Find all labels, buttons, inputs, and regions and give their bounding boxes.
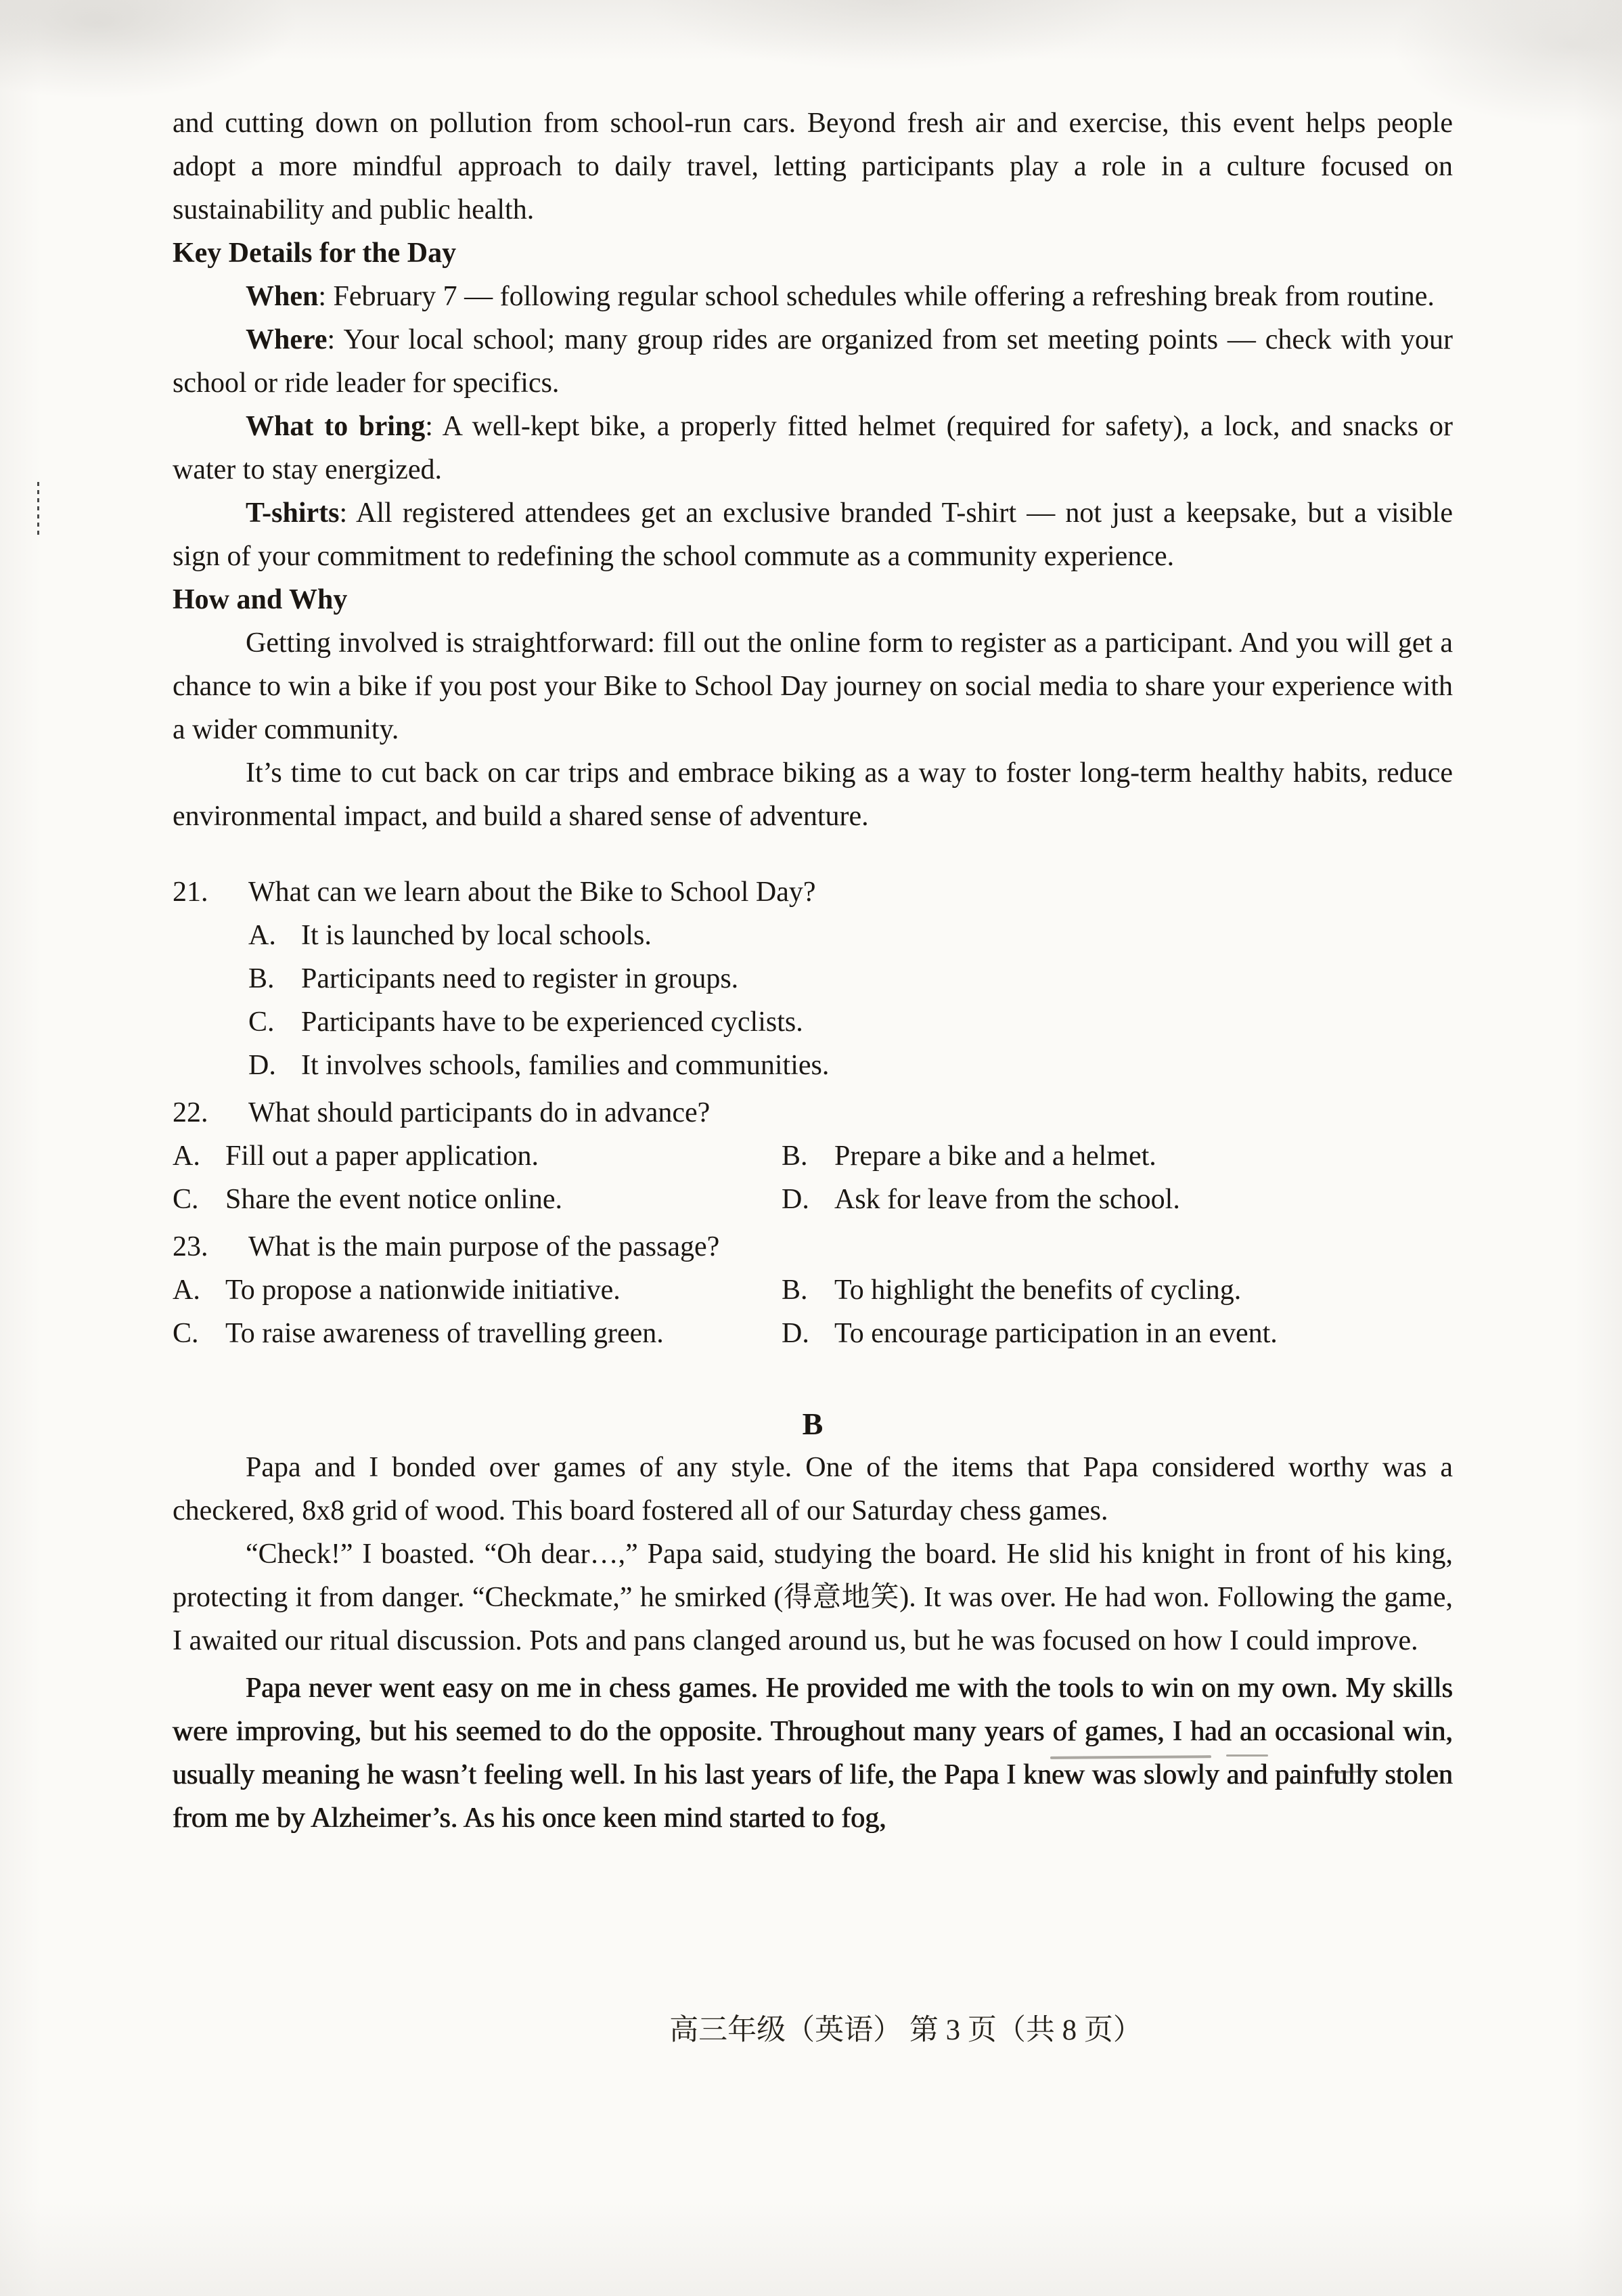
question-23-stem — [173, 1225, 1453, 1268]
question-22-options-row-1 — [173, 1134, 1453, 1178]
option-21-b — [248, 957, 1453, 1000]
option-21-c — [248, 1000, 1453, 1044]
option-22-c-label: C. — [173, 1184, 199, 1215]
passage-b-para-2: “Check!” I boasted. “Oh dear…,” Papa said, studying the board. He slid his knight in front of his king, protecting it from danger. “Checkmate,” he smirked (得意地笑). It was over. He had won. Following the game, I awaited our ritual discussion. Pots and pans clanged around us, but he was focused on how I could improve. — [173, 1539, 1453, 1656]
option-21-b-text: Participants need to register in groups. — [301, 963, 739, 994]
question-22 — [173, 1091, 1453, 1221]
questions-block — [173, 870, 1453, 1355]
detail-when-label: When — [246, 281, 319, 312]
heading-how-and-why: How and Why — [173, 584, 348, 615]
option-22-b-text: Prepare a bike and a helmet. — [834, 1141, 1156, 1172]
question-21-text: What can we learn about the Bike to School Day? — [248, 877, 816, 908]
option-21-a-label: A. — [248, 920, 276, 951]
detail-tshirts-label: T-shirts — [246, 498, 340, 529]
option-21-d-label: D. — [248, 1050, 276, 1081]
passage-a-intro: and cutting down on pollution from school-run cars. Beyond fresh air and exercise, this event helps people adopt a more mindful approach to daily travel, letting participants play a role in a culture focused on sustainability and public health. — [173, 108, 1453, 225]
option-22-a-text: Fill out a paper application. — [225, 1141, 539, 1172]
question-21-stem — [173, 870, 1453, 914]
detail-tshirts — [173, 491, 1453, 578]
option-23-b-label: B. — [782, 1275, 808, 1306]
question-23-options-row-2 — [173, 1312, 1453, 1355]
page-footer: 高三年级（英语） 第 3 页（共 8 页） — [669, 2014, 1142, 2046]
option-21-c-text: Participants have to be experienced cyclists. — [301, 1007, 803, 1038]
option-22-c-text: Share the event notice online. — [225, 1184, 562, 1215]
detail-where-label: Where — [246, 324, 328, 355]
how-para-1: Getting involved is straightforward: fill out the online form to register as a participant. And you will get a chance to win a bike if you post your Bike to School Day journey on social media to share your experience with a wider community. — [173, 627, 1453, 745]
passage-b-para-1: Papa and I bonded over games of any style. One of the items that Papa considered worthy was a checkered, 8x8 grid of wood. This board fostered all of our Saturday chess games. — [173, 1452, 1453, 1526]
detail-what-to-bring — [173, 405, 1453, 491]
option-22-a — [173, 1134, 782, 1178]
option-23-d — [782, 1312, 1453, 1355]
passage-b-heading: B — [802, 1407, 824, 1441]
question-23-options-row-1 — [173, 1268, 1453, 1312]
question-22-text: What should participants do in advance? — [248, 1097, 711, 1128]
option-21-a — [248, 914, 1453, 957]
option-23-c — [173, 1312, 782, 1355]
detail-when-text: : February 7 — following regular school schedules while offering a refreshing break from routine. — [318, 281, 1435, 312]
option-22-b — [782, 1134, 1453, 1178]
option-22-c — [173, 1178, 782, 1221]
option-23-a — [173, 1268, 782, 1312]
question-21-options — [173, 914, 1453, 1087]
option-21-d-text: It involves schools, families and communities. — [301, 1050, 830, 1081]
option-21-c-label: C. — [248, 1007, 275, 1038]
option-23-d-text: To encourage participation in an event. — [834, 1318, 1278, 1349]
question-23 — [173, 1225, 1453, 1355]
detail-what-to-bring-label: What to bring — [246, 411, 426, 442]
detail-what-to-bring-text: : A well-kept bike, a properly fitted helmet (required for safety), a lock, and snacks or water to stay energized. — [173, 411, 1453, 485]
option-21-d — [248, 1044, 1453, 1087]
passage-b-para-3: Papa never went easy on me in chess games. He provided me with the tools to win on my own. My skills were improving, but his seemed to do the opposite. Throughout many years of games, I had an occasional win, usually meaning he wasn’t feeling well. In his last years of life, the Papa I knew was slowly and painfully stolen from me by Alzheimer’s. As his once keen mind started to fog, — [173, 1673, 1453, 1834]
detail-when — [173, 275, 1453, 318]
detail-tshirts-text: : All registered attendees get an exclusive branded T-shirt — not just a keepsake, but a visible sign of your commitment to redefining the school commute as a community experience. — [173, 498, 1453, 572]
question-23-number: 23. — [173, 1231, 208, 1262]
option-22-a-label: A. — [173, 1141, 200, 1172]
question-21-number: 21. — [173, 877, 208, 908]
option-23-a-label: A. — [173, 1275, 200, 1306]
option-23-d-label: D. — [782, 1318, 809, 1349]
detail-where-text: : Your local school; many group rides are organized from set meeting points — check with your school or ride leader for specifics. — [173, 324, 1453, 399]
option-22-b-label: B. — [782, 1141, 808, 1172]
option-22-d-text: Ask for leave from the school. — [834, 1184, 1180, 1215]
margin-binding-mark — [37, 482, 39, 537]
question-23-text: What is the main purpose of the passage? — [248, 1231, 720, 1262]
option-23-c-text: To raise awareness of travelling green. — [225, 1318, 664, 1349]
option-23-b — [782, 1268, 1453, 1312]
option-23-c-label: C. — [173, 1318, 199, 1349]
heading-key-details: Key Details for the Day — [173, 238, 457, 269]
option-23-a-text: To propose a nationwide initiative. — [225, 1275, 621, 1306]
option-22-d-label: D. — [782, 1184, 809, 1215]
how-para-2: It’s time to cut back on car trips and embrace biking as a way to foster long-term healthy habits, reduce environmental impact, and build a shared sense of adventure. — [173, 757, 1453, 832]
detail-where — [173, 318, 1453, 405]
question-21 — [173, 870, 1453, 1087]
question-22-stem — [173, 1091, 1453, 1134]
option-23-b-text: To highlight the benefits of cycling. — [834, 1275, 1242, 1306]
option-22-d — [782, 1178, 1453, 1221]
option-21-b-label: B. — [248, 963, 275, 994]
option-21-a-text: It is launched by local schools. — [301, 920, 652, 951]
question-22-options-row-2 — [173, 1178, 1453, 1221]
page-content — [173, 102, 1453, 1840]
question-22-number: 22. — [173, 1097, 208, 1128]
